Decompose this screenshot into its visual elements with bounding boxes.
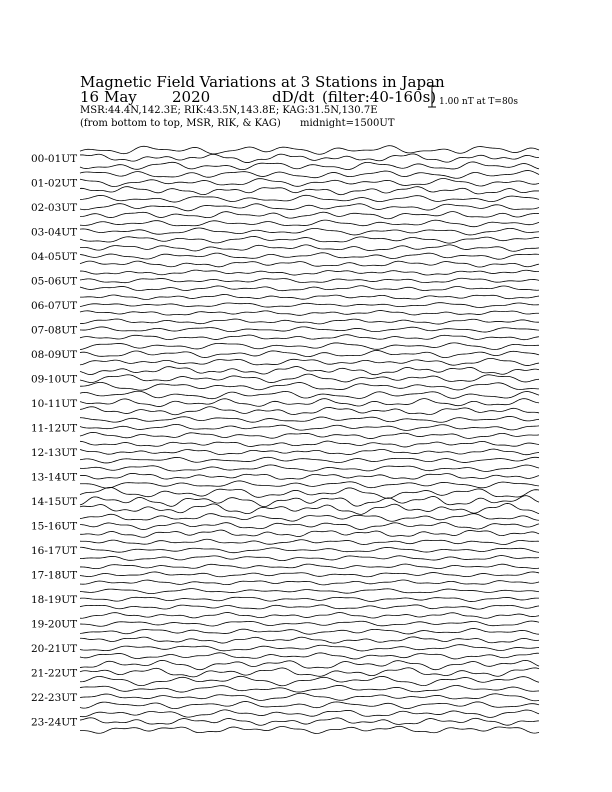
- hour-label: 22-23UT: [31, 692, 78, 704]
- trace-msr: [80, 236, 539, 243]
- trace-rik: [80, 303, 539, 308]
- trace-kag: [80, 685, 539, 692]
- trace-kag: [80, 171, 539, 179]
- trace-msr: [80, 187, 539, 195]
- midnight-note: midnight=1500UT: [300, 118, 395, 129]
- trace-msr: [80, 382, 539, 390]
- trace-rik: [80, 473, 539, 479]
- trace-rik: [80, 645, 539, 651]
- trace-kag: [80, 465, 539, 471]
- hour-label: 20-21UT: [31, 643, 78, 655]
- hour-label: 12-13UT: [31, 447, 78, 459]
- trace-rik: [80, 496, 539, 507]
- trace-kag: [80, 564, 539, 569]
- trace-msr: [80, 335, 539, 340]
- trace-msr: [80, 286, 539, 291]
- trace-msr: [80, 457, 539, 463]
- hour-label: 08-09UT: [31, 349, 78, 361]
- hour-label: 21-22UT: [31, 667, 78, 680]
- trace-msr: [80, 481, 539, 488]
- trace-order-note: (from bottom to top, MSR, RIK, & KAG): [80, 118, 281, 129]
- hour-label: 01-02UT: [31, 177, 78, 190]
- hour-label: 11-12UT: [31, 422, 78, 435]
- trace-rik: [80, 522, 539, 529]
- hour-label: 15-16UT: [31, 520, 78, 533]
- trace-msr: [80, 358, 539, 365]
- hour-label: 03-04UT: [31, 226, 78, 239]
- trace-rik: [80, 718, 539, 726]
- quantity-label: dD/dt: [272, 88, 315, 106]
- trace-msr: [80, 212, 539, 219]
- trace-msr: [80, 311, 539, 316]
- trace-rik: [80, 597, 539, 601]
- filter-label: (filter:40-160s): [322, 88, 437, 106]
- hour-label: 16-17UT: [31, 545, 78, 557]
- trace-msr: [80, 432, 539, 438]
- trace-rik: [80, 204, 539, 211]
- trace-kag: [80, 195, 539, 202]
- trace-msr: [80, 676, 539, 685]
- trace-kag: [80, 367, 539, 375]
- trace-msr: [80, 605, 539, 609]
- station-coordinates: MSR:44.4N,142.3E; RIK:43.5N,143.8E; KAG:31.5N,130.7E: [80, 105, 378, 116]
- trace-rik: [80, 327, 539, 332]
- trace-msr: [80, 503, 539, 514]
- scale-bar-label: 1.00 nT at T=80s: [439, 97, 519, 107]
- trace-rik: [80, 449, 539, 455]
- trace-kag: [80, 514, 539, 522]
- trace-rik: [80, 668, 539, 677]
- date-month: May: [104, 88, 137, 106]
- trace-msr: [80, 530, 539, 537]
- trace-kag: [80, 220, 539, 227]
- trace-msr: [80, 261, 539, 267]
- trace-kag: [80, 146, 539, 155]
- hour-labels: [31, 153, 77, 729]
- hour-label: 23-24UT: [31, 716, 78, 729]
- trace-kag: [80, 270, 539, 275]
- trace-kag: [80, 613, 539, 619]
- trace-rik: [80, 278, 539, 282]
- trace-kag: [80, 539, 539, 544]
- trace-kag: [80, 441, 539, 447]
- hour-label: 05-06UT: [31, 275, 78, 288]
- date-year: 2020: [172, 88, 211, 106]
- trace-kag: [80, 660, 539, 669]
- trace-msr: [80, 702, 539, 709]
- trace-kag: [80, 710, 539, 717]
- trace-rik: [80, 154, 539, 163]
- trace-msr: [80, 653, 539, 659]
- trace-rik: [80, 178, 539, 186]
- trace-rik: [80, 424, 539, 430]
- trace-rik: [80, 621, 539, 626]
- trace-kag: [80, 416, 539, 422]
- trace-rik: [80, 547, 539, 552]
- trace-msr: [80, 162, 539, 170]
- hour-label: 04-05UT: [31, 251, 78, 263]
- hour-label: 17-18UT: [31, 569, 78, 582]
- trace-kag: [80, 487, 539, 498]
- trace-rik: [80, 253, 539, 259]
- trace-rik: [80, 572, 539, 577]
- trace-kag: [80, 391, 539, 399]
- trace-kag: [80, 637, 539, 643]
- trace-rik: [80, 693, 539, 701]
- trace-kag: [80, 319, 539, 324]
- chart-title: Magnetic Field Variations at 3 Stations in Japan: [80, 73, 445, 91]
- trace-msr: [80, 407, 539, 415]
- trace-msr: [80, 556, 539, 561]
- hour-label: 18-19UT: [31, 594, 78, 606]
- hour-label: 09-10UT: [31, 373, 78, 386]
- hour-label: 13-14UT: [31, 471, 78, 484]
- trace-rik: [80, 399, 539, 407]
- hour-label: 10-11UT: [31, 398, 78, 410]
- trace-area: [80, 146, 539, 734]
- trace-msr: [80, 726, 539, 733]
- trace-rik: [80, 228, 539, 235]
- trace-kag: [80, 245, 539, 251]
- hour-label: 02-03UT: [31, 202, 78, 214]
- hour-label: 06-07UT: [31, 300, 78, 312]
- hour-label: 07-08UT: [31, 324, 78, 337]
- trace-rik: [80, 350, 539, 357]
- trace-kag: [80, 294, 539, 299]
- trace-kag: [80, 343, 539, 350]
- date-day: 16: [80, 88, 100, 106]
- trace-kag: [80, 589, 539, 594]
- trace-rik: [80, 374, 539, 382]
- trace-msr: [80, 580, 539, 585]
- hour-label: 14-15UT: [31, 496, 78, 508]
- hour-label: 00-01UT: [31, 153, 78, 165]
- hour-label: 19-20UT: [31, 618, 78, 631]
- trace-msr: [80, 629, 539, 635]
